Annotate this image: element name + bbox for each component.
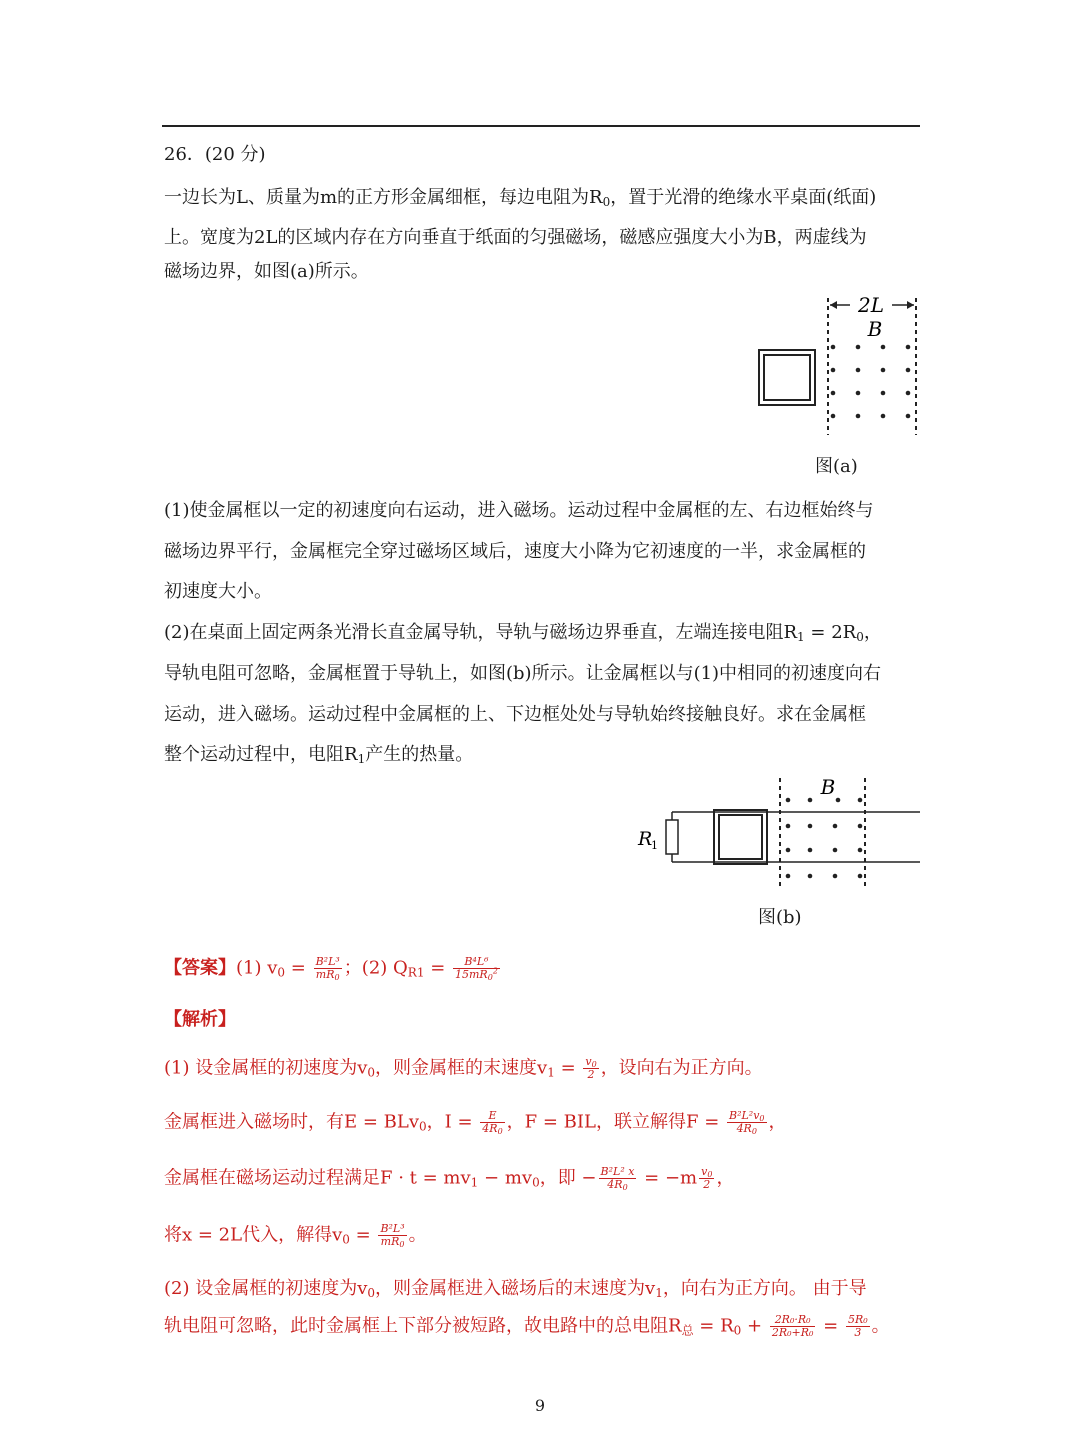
- metal-frame-inner: [764, 355, 810, 400]
- metal-frame-outer: [759, 350, 815, 405]
- analysis-line-2: 金属框进入磁场时，有E = BLv$_0$，I = $\frac{E}{4R_0}$ ，F = BIL，联立解得F = $\frac{B^2L^2v_0}{4R_0}$ ，: [164, 1109, 787, 1136]
- resistor-label: R: [638, 828, 653, 850]
- page-number: 9: [534, 1396, 546, 1415]
- answer-fraction-1: $\frac{\text{B²L³}}{mR_0}$: [315, 955, 340, 982]
- figure-a-caption: 图(a): [815, 456, 858, 477]
- metal-frame-b-inner: [719, 815, 762, 859]
- part2-line-4: 整个运动过程中，电阻$R_1$产生的热量。: [164, 744, 474, 766]
- resistor-sub: 1: [651, 839, 658, 852]
- analysis-label: 【解析】: [164, 1009, 236, 1030]
- field-dots-a: [831, 345, 911, 419]
- part2-line-2: 导轨电阻可忽略，金属框置于导轨上，如图(b)所示。让金属框以与(1)中相同的初速度向右: [164, 663, 882, 684]
- answer-fraction-2: $\frac{\text{B⁴L⁶}}{15mR_0^2}$: [455, 955, 498, 982]
- analysis-line-3: 金属框在磁场运动过程满足$F \cdot t = mv_1 - mv_0$，即 − $\frac{\text{B²L² x}}{4R_0}$ = −m $\frac{v_0}{2}$ ，: [164, 1165, 735, 1192]
- problem-number: 26．(20 分): [164, 144, 266, 165]
- header-rule: [162, 125, 920, 127]
- part1-line-3: 初速度大小。: [164, 581, 272, 602]
- field-dots-b: [786, 798, 863, 879]
- figure-b-caption: 图(b): [758, 907, 802, 928]
- field-label-b: B: [820, 775, 836, 799]
- part1-line-2: 磁场边界平行，金属框完全穿过磁场区域后，速度大小降为它初速度的一半，求金属框的: [164, 541, 866, 562]
- analysis-line-4: 将x = 2L代入，解得$v_0$ = $\frac{\text{B²L³}}{mR_0}$ 。: [164, 1222, 427, 1249]
- metal-frame-b-outer: [714, 810, 767, 864]
- intro-line-3: 磁场边界，如图(a)所示。: [164, 261, 369, 282]
- intro-line-1: 一边长为L、质量为m的正方形金属细框，每边电阻为$R_0$，置于光滑的绝缘水平桌面(纸面): [164, 187, 877, 209]
- intro-line-2: 上。宽度为2L的区域内存在方向垂直于纸面的匀强磁场，磁感应强度大小为B，两虚线为: [164, 227, 867, 248]
- answer-line: 【答案】(1) $v_0$ = $\frac{\text{B²L³}}{mR_0}$ ；(2) $Q_{R1}$ = $\frac{\text{B⁴L⁶}}{15mR_0^2}$: [164, 955, 498, 982]
- analysis-line-5: (2) 设金属框的初速度为$v_0$，则金属框进入磁场后的末速度为$v_1$，向右为正方向。 由于导: [164, 1278, 867, 1300]
- figure-a: [755, 290, 925, 440]
- analysis-line-1: (1) 设金属框的初速度为$v_0$，则金属框的末速度$v_1$ = $\frac{v_0}{2}$ ，设向右为正方向。: [164, 1055, 763, 1081]
- part2-line-3: 运动，进入磁场。运动过程中金属框的上、下边框处处与导轨始终接触良好。求在金属框: [164, 704, 866, 725]
- part1-line-1: (1)使金属框以一定的初速度向右运动，进入磁场。运动过程中金属框的左、右边框始终与: [164, 500, 874, 521]
- analysis-line-6: 轨电阻可忽略，此时金属框上下部分被短路，故电路中的总电阻$R_总 = R_0$ + $\frac{\text{2R₀·R₀}}{\text{2R₀+R₀}}$ = $\frac{\text{5R₀}}{3}$ 。: [164, 1313, 890, 1339]
- field-label-a: B: [867, 317, 883, 341]
- part2-line-1: (2)在桌面上固定两条光滑长直金属导轨，导轨与磁场边界垂直，左端连接电阻$R_1 = 2R_0$，: [164, 622, 882, 644]
- width-label: 2L: [857, 293, 885, 317]
- resistor: [666, 820, 678, 854]
- figure-b: [630, 770, 920, 895]
